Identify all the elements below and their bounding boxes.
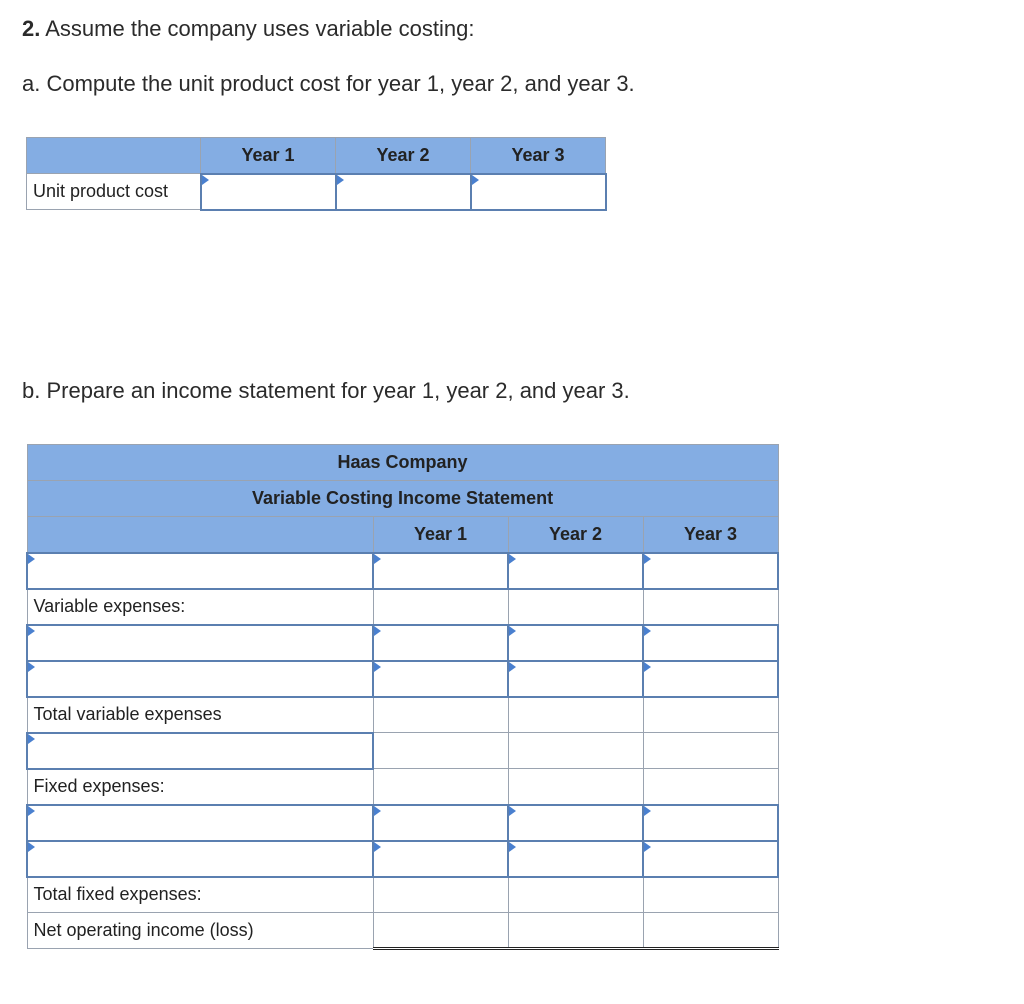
fix-exp-2-label-input[interactable] — [27, 841, 373, 877]
cm-label-input[interactable] — [27, 733, 373, 769]
net-operating-income-row — [27, 913, 778, 949]
unit-cost-header-row — [27, 138, 606, 174]
net-operating-income-label: Net operating income (loss) — [27, 913, 373, 949]
total-fixed-year-1 — [373, 877, 508, 913]
var-exp-1-year-2-input[interactable] — [508, 625, 643, 661]
company-row — [27, 445, 778, 481]
var-exp-2-year-1-field[interactable] — [374, 671, 507, 689]
contribution-margin-row — [27, 733, 778, 769]
noi-year-3 — [643, 913, 778, 949]
fix-exp-1-label-input[interactable] — [27, 805, 373, 841]
header-blank — [27, 138, 201, 174]
total-variable-expenses-label: Total variable expenses — [27, 697, 373, 733]
var-exp-2-year-3-input[interactable] — [643, 661, 778, 697]
part-a-instruction: a. Compute the unit product cost for year 1, year 2, and year 3. — [22, 71, 635, 96]
unit-cost-year-1-field[interactable] — [202, 184, 335, 202]
total-fixed-year-3 — [643, 877, 778, 913]
var-exp-1-year-3-field[interactable] — [644, 635, 777, 653]
question-title — [22, 16, 474, 42]
var-exp-2-year-2-field[interactable] — [509, 671, 642, 689]
noi-year-1 — [373, 913, 508, 949]
unit-cost-year-3-input[interactable] — [471, 174, 606, 210]
sales-row — [27, 553, 778, 589]
var-exp-2-year-3-field[interactable] — [644, 671, 777, 689]
var-exp-1-year-1-input[interactable] — [373, 625, 508, 661]
total-fixed-year-2 — [508, 877, 643, 913]
var-exp-1-label-input[interactable] — [27, 625, 373, 661]
fix-exp-1-year-3-input[interactable] — [643, 805, 778, 841]
part-b-instruction: b. Prepare an income statement for year 1, year 2, and year 3. — [22, 378, 630, 403]
total-variable-year-3 — [643, 697, 778, 733]
var-exp-2-label-input[interactable] — [27, 661, 373, 697]
row1-year-2-input[interactable] — [508, 553, 643, 589]
year-header-row — [27, 517, 778, 553]
blank-cell — [508, 589, 643, 625]
var-exp-1-year-3-input[interactable] — [643, 625, 778, 661]
fixed-expenses-header-row — [27, 769, 778, 805]
header-year-3: Year 3 — [471, 138, 606, 174]
blank-cell — [508, 769, 643, 805]
total-variable-expenses-row — [27, 697, 778, 733]
blank-cell — [643, 769, 778, 805]
fix-exp-2-year-2-input[interactable] — [508, 841, 643, 877]
fixed-expenses-label: Fixed expenses: — [27, 769, 373, 805]
unit-cost-row — [27, 174, 606, 210]
var-exp-1-year-1-field[interactable] — [374, 635, 507, 653]
blank-cell — [643, 589, 778, 625]
fix-exp-2-year-2-field[interactable] — [509, 851, 642, 869]
total-fixed-expenses-row — [27, 877, 778, 913]
statement-title: Variable Costing Income Statement — [27, 481, 778, 517]
fix-exp-1-year-3-field[interactable] — [644, 815, 777, 833]
fix-exp-1-year-1-input[interactable] — [373, 805, 508, 841]
noi-year-2 — [508, 913, 643, 949]
header-blank — [27, 517, 373, 553]
row1-year-3-field[interactable] — [644, 563, 777, 581]
cm-year-2 — [508, 733, 643, 769]
variable-expenses-header-row — [27, 589, 778, 625]
blank-cell — [373, 589, 508, 625]
fix-exp-1-year-1-field[interactable] — [374, 815, 507, 833]
header-year-3: Year 3 — [643, 517, 778, 553]
blank-cell — [373, 769, 508, 805]
row1-year-2-field[interactable] — [509, 563, 642, 581]
row1-year-1-input[interactable] — [373, 553, 508, 589]
fix-exp-1-year-2-input[interactable] — [508, 805, 643, 841]
header-year-2: Year 2 — [336, 138, 471, 174]
unit-product-cost-table — [26, 137, 607, 211]
variable-expense-row-2 — [27, 661, 778, 697]
unit-cost-year-3-field[interactable] — [472, 184, 605, 202]
unit-cost-year-2-input[interactable] — [336, 174, 471, 210]
row1-label-field[interactable] — [28, 563, 372, 581]
variable-expense-row-1 — [27, 625, 778, 661]
header-year-2: Year 2 — [508, 517, 643, 553]
unit-cost-year-1-input[interactable] — [201, 174, 336, 210]
fix-exp-2-year-1-field[interactable] — [374, 851, 507, 869]
question-title-text: Assume the company uses variable costing: — [40, 16, 475, 41]
fixed-expense-row-2 — [27, 841, 778, 877]
fix-exp-2-label-field[interactable] — [28, 851, 372, 869]
total-variable-year-2 — [508, 697, 643, 733]
fixed-expense-row-1 — [27, 805, 778, 841]
var-exp-1-year-2-field[interactable] — [509, 635, 642, 653]
var-exp-2-year-2-input[interactable] — [508, 661, 643, 697]
var-exp-2-label-field[interactable] — [28, 671, 372, 689]
header-year-1: Year 1 — [201, 138, 336, 174]
total-fixed-expenses-label: Total fixed expenses: — [27, 877, 373, 913]
var-exp-2-year-1-input[interactable] — [373, 661, 508, 697]
cm-year-3 — [643, 733, 778, 769]
income-statement-table — [26, 444, 779, 950]
statement-title-row — [27, 481, 778, 517]
cm-label-field[interactable] — [28, 743, 372, 761]
variable-expenses-label: Variable expenses: — [27, 589, 373, 625]
fix-exp-2-year-3-input[interactable] — [643, 841, 778, 877]
fix-exp-1-label-field[interactable] — [28, 815, 372, 833]
row1-year-3-input[interactable] — [643, 553, 778, 589]
fix-exp-1-year-2-field[interactable] — [509, 815, 642, 833]
fix-exp-2-year-1-input[interactable] — [373, 841, 508, 877]
var-exp-1-label-field[interactable] — [28, 635, 372, 653]
company-name: Haas Company — [27, 445, 778, 481]
total-variable-year-1 — [373, 697, 508, 733]
row1-year-1-field[interactable] — [374, 563, 507, 581]
header-year-1: Year 1 — [373, 517, 508, 553]
fix-exp-2-year-3-field[interactable] — [644, 851, 777, 869]
question-number: 2. — [22, 16, 41, 41]
unit-product-cost-label: Unit product cost — [27, 174, 201, 210]
row1-label-input[interactable] — [27, 553, 373, 589]
cm-year-1 — [373, 733, 508, 769]
unit-cost-year-2-field[interactable] — [337, 184, 470, 202]
